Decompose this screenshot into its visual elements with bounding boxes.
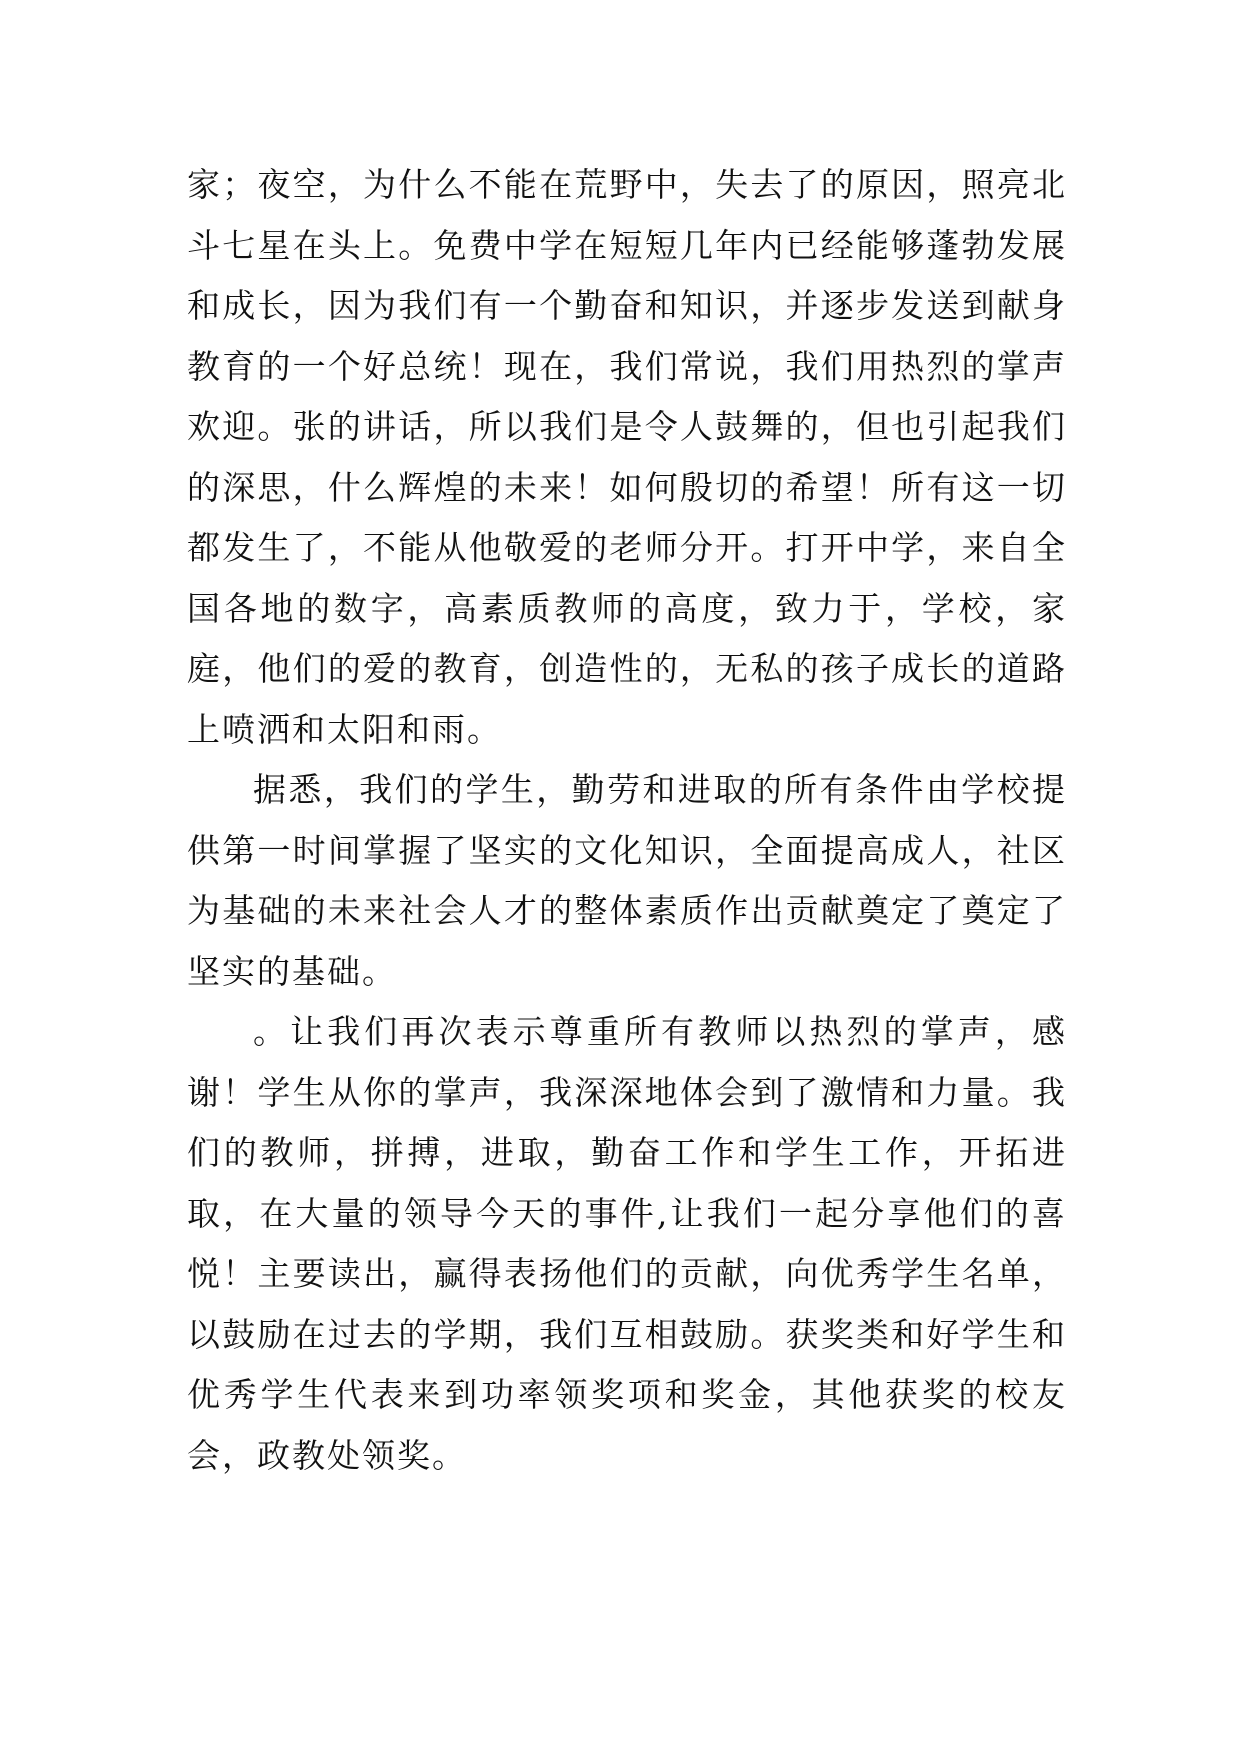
document-body bbox=[187, 155, 1067, 1486]
paragraph-1: 家；夜空，为什么不能在荒野中，失去了的原因，照亮北斗七星在头上。免费中学在短短几年内已经能够蓬勃发展和成长，因为我们有一个勤奋和知识，并逐步发送到献身教育的一个好总统！现在，我们常说，我们用热烈的掌声欢迎。张的讲话，所以我们是令人鼓舞的，但也引起我们的深思，什么辉煌的未来！如何殷切的希望！所有这一切都发生了，不能从他敬爱的老师分开。打开中学，来自全国各地的数字，高素质教师的高度，致力于，学校，家庭，他们的爱的教育，创造性的，无私的孩子成长的道路上喷洒和太阳和雨。 bbox=[187, 165, 1067, 749]
paragraph-3: 。让我们再次表示尊重所有教师以热烈的掌声，感谢！学生从你的掌声，我深深地体会到了激情和力量。我们的教师，拼搏，进取，勤奋工作和学生工作，开拓进取，在大量的领导今天的事件,让我们一起分享他们的喜悦！主要读出，赢得表扬他们的贡献，向优秀学生名单，以鼓励在过去的学期，我们互相鼓励。获奖类和好学生和优秀学生代表来到功率领奖项和奖金，其他获奖的校友会，政教处领奖。 bbox=[187, 1012, 1067, 1475]
paragraph-2: 据悉，我们的学生，勤劳和进取的所有条件由学校提供第一时间掌握了坚实的文化知识，全面提高成人，社区为基础的未来社会人才的整体素质作出贡献奠定了奠定了坚实的基础。 bbox=[187, 770, 1067, 991]
